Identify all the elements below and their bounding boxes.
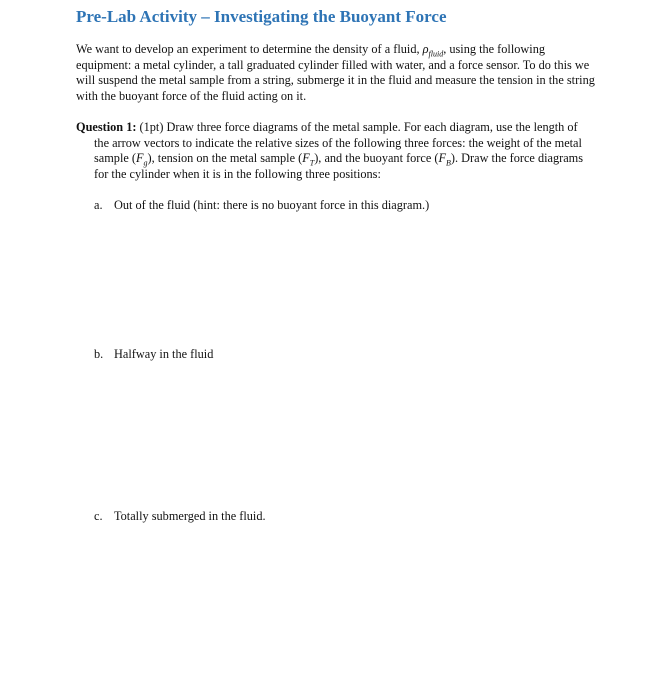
intro-paragraph — [76, 42, 596, 104]
drawing-area-b[interactable] — [94, 370, 574, 500]
question-text-4: ). Draw the force diagrams for the cylinder when it is in the following three positions: — [94, 151, 584, 181]
list-item-a — [94, 198, 429, 214]
intro-text-1: We want to develop an experiment to determine the density of a fluid, — [76, 42, 423, 56]
buoyant-force-subscript: B — [446, 158, 451, 168]
intro-text-2: , using the following equipment: a metal cylinder, a tall graduated cylinder filled with water, and a force sensor. To do this we will suspend the metal sample from a string, submerge it in the fluid and measure the tension in the string with the buoyant force of the fluid acting on it. — [76, 42, 595, 103]
buoyant-force-symbol: F — [438, 151, 447, 165]
list-item-b — [94, 347, 213, 363]
drawing-area-a[interactable] — [94, 220, 574, 340]
question-text-1: (1pt) Draw three force diagrams of the metal sample. For each diagram, use the length of the arrow vectors to indicate the relative sizes of the following three forces: the weight of the metal sample ( — [94, 120, 582, 165]
list-item-text: Totally submerged in the fluid. — [114, 509, 266, 523]
list-item-c — [94, 509, 266, 525]
list-item-text: Out of the fluid (hint: there is no buoyant force in this diagram.) — [114, 198, 430, 212]
rho-symbol: ρ — [422, 42, 429, 56]
tension-force-symbol: F — [302, 151, 310, 165]
weight-force-subscript: g — [143, 158, 148, 168]
list-marker: c. — [94, 509, 103, 523]
list-marker: b. — [94, 347, 104, 361]
question-label: Question 1: — [76, 120, 137, 134]
tension-force-subscript: T — [309, 158, 315, 168]
page-title: Pre-Lab Activity – Investigating the Buoyant Force — [76, 7, 447, 26]
drawing-area-c[interactable] — [94, 530, 574, 690]
rho-subscript: fluid — [428, 49, 444, 59]
question-text-2: ), tension on the metal sample ( — [147, 151, 303, 165]
question-1 — [76, 120, 594, 182]
list-item-text: Halfway in the fluid — [114, 347, 214, 361]
weight-force-symbol: F — [136, 151, 144, 165]
question-text-3: ), and the buoyant force ( — [314, 151, 439, 165]
list-marker: a. — [94, 198, 103, 212]
